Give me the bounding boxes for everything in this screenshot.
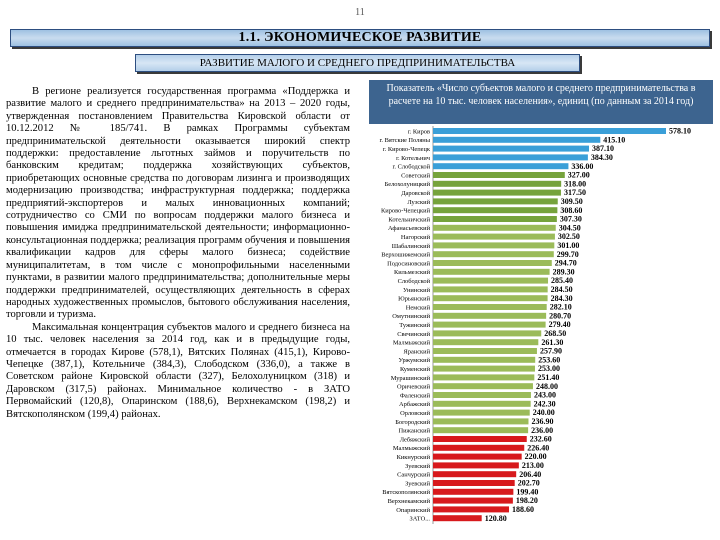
value-label: 120.80 bbox=[484, 513, 507, 523]
bar bbox=[433, 216, 557, 222]
value-label: 284.50 bbox=[550, 285, 573, 294]
category-label: Тужинский bbox=[399, 322, 430, 329]
category-label: Мурашинский bbox=[390, 374, 430, 382]
category-label: Куменский bbox=[400, 366, 430, 373]
paragraph-program: В регионе реализуется государственная программа «Поддержка и развитие малого и среднего предпринимательства» на 2013 – 2020 годы, утвержденная постановлением Правительства Кировской области от 10.12.2012 № 185/741. В рамках Программы субъектам предпринимательской деятельности оказывается широкий спектр поддержки: предоставление льготных займов и поручительств по банковским кредитам; поддержка хозяйствующих субъектов, приобретающих основные средства по договорам лизинга и производящих модернизацию производства; инфраструктурная поддержка; поддержка предприятий-экспортеров и малых инновационных компаний; сотрудничество со СМИ по вопросам поддержки малого бизнеса и повышения имиджа предпринимательской деятельности; информационно-консультационная поддержка; реализация программ обучения и повышения квалификации кадров для сферы малого бизнеса; содействие муниципалитетам, в том числе с монопрофильными населенными пунктами, в развитии малого предпринимательства; дополнительные меры поддержки предпринимателей, осуществляющих деятельность в сферах народных художественных промыслов, бытового обслуживания населения, торговли и туризма. bbox=[6, 86, 350, 321]
bar bbox=[433, 304, 547, 310]
category-label: Белохолуницкий bbox=[384, 181, 430, 189]
value-label: 285.40 bbox=[551, 276, 574, 286]
value-label: 294.70 bbox=[554, 258, 577, 268]
category-label: Кикнурский bbox=[396, 454, 430, 461]
category-label: г. Кирово-Чепецк bbox=[382, 146, 430, 153]
value-label: 248.00 bbox=[535, 381, 558, 391]
bar bbox=[433, 322, 546, 328]
category-label: г. Котельнич bbox=[396, 154, 430, 162]
value-label: 236.90 bbox=[531, 417, 554, 426]
bar bbox=[433, 295, 548, 301]
bar bbox=[433, 207, 557, 213]
value-label: 279.40 bbox=[548, 320, 571, 330]
bar bbox=[433, 427, 528, 433]
category-label: г. Киров bbox=[407, 128, 430, 136]
value-label: 284.30 bbox=[550, 293, 573, 303]
category-label: Санчурский bbox=[397, 471, 430, 479]
bar bbox=[433, 366, 535, 372]
bar bbox=[433, 410, 530, 416]
bar bbox=[433, 383, 533, 389]
bar bbox=[433, 436, 527, 442]
category-label: Слободской bbox=[397, 278, 430, 285]
value-label: 257.90 bbox=[539, 346, 562, 356]
value-label: 415.10 bbox=[603, 135, 626, 145]
bar bbox=[433, 339, 538, 345]
value-label: 282.10 bbox=[549, 302, 572, 312]
category-label: Омутнинский bbox=[392, 313, 430, 321]
category-label: Орловский bbox=[400, 410, 430, 417]
value-label: 307.30 bbox=[559, 214, 582, 224]
value-label: 327.00 bbox=[567, 170, 590, 180]
value-label: 268.50 bbox=[544, 329, 567, 338]
bar bbox=[433, 225, 556, 231]
bar bbox=[433, 489, 513, 495]
category-label: Даровской bbox=[401, 190, 430, 197]
value-label: 289.30 bbox=[552, 267, 575, 277]
value-label: 202.70 bbox=[517, 478, 540, 488]
category-label: ЗАТО... bbox=[409, 515, 430, 523]
value-label: 301.00 bbox=[557, 241, 580, 250]
category-label: Кильмезский bbox=[393, 269, 430, 277]
value-label: 308.60 bbox=[560, 205, 583, 215]
value-label: 384.30 bbox=[590, 153, 613, 162]
value-label: 578.10 bbox=[669, 126, 691, 136]
value-label: 251.40 bbox=[537, 373, 560, 382]
category-label: Котельничский bbox=[388, 216, 430, 224]
category-label: Советский bbox=[401, 172, 430, 180]
category-label: Вятскополянский bbox=[382, 489, 430, 497]
category-label: г. Слободской bbox=[392, 163, 430, 171]
value-label: 220.00 bbox=[524, 452, 547, 462]
chart-title: Показатель «Число субъектов малого и среднего предпринимательства в расчете на 10 тыс. человек населения», единиц (по данным за 2014 год) bbox=[369, 80, 713, 124]
category-label: Уржумский bbox=[398, 357, 430, 365]
body-text bbox=[6, 86, 350, 526]
value-label: 188.60 bbox=[512, 505, 535, 514]
category-label: Зуевский bbox=[405, 480, 430, 488]
category-label: Лебяжский bbox=[399, 436, 430, 444]
category-label: Опаринский bbox=[396, 506, 430, 514]
category-label: Немский bbox=[405, 304, 430, 312]
category-label: Кирово-Чепецкий bbox=[381, 207, 430, 215]
bar bbox=[433, 163, 568, 169]
value-label: 302.50 bbox=[557, 232, 580, 242]
bar bbox=[433, 190, 561, 196]
value-label: 226.40 bbox=[527, 443, 550, 453]
category-label: Богородский bbox=[395, 418, 430, 426]
value-label: 236.00 bbox=[531, 425, 554, 435]
bar bbox=[433, 154, 588, 160]
category-label: Зуевский bbox=[405, 462, 430, 470]
value-label: 240.00 bbox=[532, 408, 555, 418]
bar bbox=[433, 313, 546, 319]
bar bbox=[433, 198, 558, 204]
category-label: Шабалинский bbox=[391, 242, 430, 250]
category-label: Верхнекамский bbox=[387, 498, 430, 505]
category-label: Фаленский bbox=[399, 392, 430, 400]
bar bbox=[433, 480, 515, 486]
value-label: 253.00 bbox=[537, 364, 560, 374]
section-subtitle: РАЗВИТИЕ МАЛОГО И СРЕДНЕГО ПРЕДПРИНИМАТЕЛЬСТВА bbox=[135, 54, 580, 72]
value-label: 242.30 bbox=[533, 399, 556, 409]
category-label: Свечинский bbox=[397, 330, 430, 338]
bar bbox=[433, 348, 537, 354]
bar bbox=[433, 278, 548, 284]
bar bbox=[433, 418, 528, 424]
category-label: Лузский bbox=[407, 198, 430, 206]
category-label: Унинский bbox=[402, 286, 430, 294]
value-label: 304.50 bbox=[558, 223, 581, 233]
bar bbox=[433, 330, 541, 336]
value-label: 318.00 bbox=[564, 179, 587, 189]
value-label: 199.40 bbox=[516, 487, 539, 497]
bar bbox=[433, 260, 552, 266]
value-label: 317.50 bbox=[563, 188, 586, 198]
bar bbox=[433, 445, 524, 451]
category-label: Юрьянский bbox=[398, 295, 430, 303]
value-label: 299.70 bbox=[556, 249, 579, 259]
category-label: Подосиновский bbox=[387, 260, 430, 268]
bar bbox=[433, 137, 600, 143]
value-label: 206.40 bbox=[519, 469, 542, 479]
category-label: Верхошижемский bbox=[381, 251, 430, 259]
paragraph-concentration: Максимальная концентрация субъектов малого и среднего бизнеса на 10 тыс. человек населения за 2014 год, как и в предыдущие годы, отмечается в городах Кирове (578,1), Вятских Полянах (415,1), Кирово-Чепецке (387,1), Котельниче (384,3), Слободском (336,0), а также в Советском районе Кировской области (327), Белохолуницком (318) и Даровском (317,5) районах. Минимальное количество - в ЗАТО Первомайский (120,8), Опаринском (188,6), Верхнекамском (198,2) и Вятскополянском (199,4) районах. bbox=[6, 321, 350, 420]
value-label: 253.60 bbox=[538, 355, 561, 365]
bar bbox=[433, 401, 531, 407]
category-label: Нагорский bbox=[400, 234, 430, 241]
category-label: Пижанский bbox=[398, 427, 430, 435]
value-label: 309.50 bbox=[560, 197, 583, 206]
bar bbox=[433, 181, 561, 187]
category-label: Оричевский bbox=[396, 383, 430, 391]
bar bbox=[433, 234, 555, 240]
bar bbox=[433, 269, 550, 275]
category-label: Афанасьевский bbox=[388, 225, 430, 233]
value-label: 243.00 bbox=[533, 390, 556, 400]
bar bbox=[433, 357, 535, 363]
bar bbox=[433, 251, 554, 257]
category-label: Малмыжский bbox=[392, 339, 430, 347]
value-label: 336.00 bbox=[571, 161, 594, 171]
bar bbox=[433, 286, 548, 292]
bar bbox=[433, 515, 482, 521]
bar bbox=[433, 462, 519, 468]
category-label: Малмыжский bbox=[392, 445, 430, 453]
category-label: Арбажский bbox=[399, 401, 430, 409]
section-title: 1.1. ЭКОНОМИЧЕСКОЕ РАЗВИТИЕ bbox=[10, 29, 710, 47]
bar bbox=[433, 242, 554, 248]
value-label: 261.30 bbox=[541, 337, 564, 347]
bar bbox=[433, 498, 513, 504]
bar bbox=[433, 454, 522, 460]
bar bbox=[433, 146, 589, 152]
value-label: 280.70 bbox=[549, 311, 572, 321]
bar bbox=[433, 392, 531, 398]
bar bbox=[433, 128, 666, 134]
bar bbox=[433, 172, 565, 178]
bar-chart bbox=[358, 126, 691, 526]
category-label: г. Вятские Поляны bbox=[379, 137, 430, 145]
value-label: 198.20 bbox=[515, 496, 538, 506]
value-label: 213.00 bbox=[521, 461, 544, 470]
bar bbox=[433, 506, 509, 512]
value-label: 232.60 bbox=[529, 434, 552, 444]
page-number: 11 bbox=[355, 7, 365, 18]
bar bbox=[433, 471, 516, 477]
category-label: Яранский bbox=[403, 348, 430, 356]
value-label: 387.10 bbox=[592, 144, 615, 154]
bar bbox=[433, 374, 534, 380]
